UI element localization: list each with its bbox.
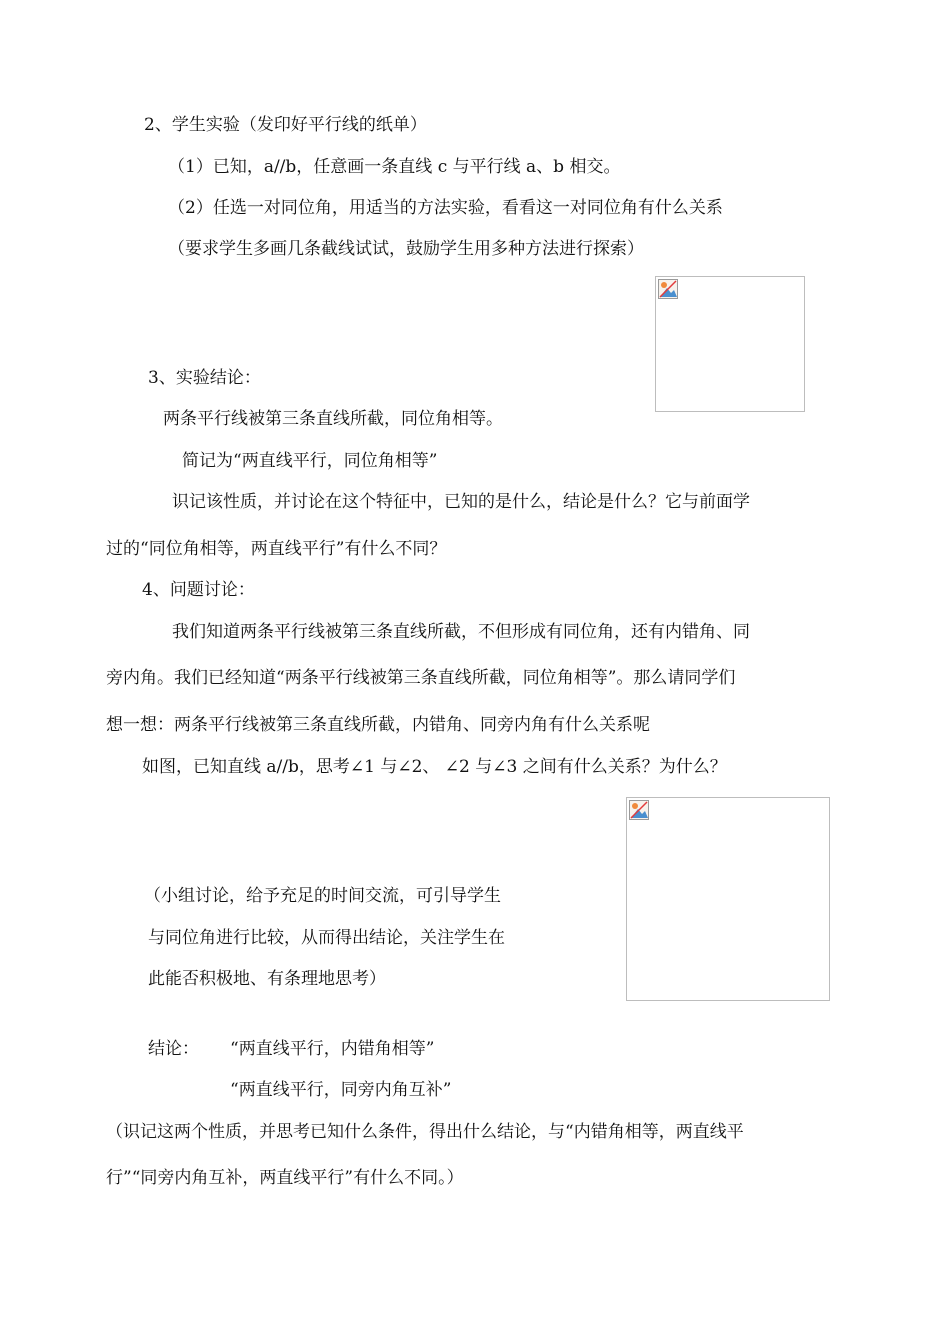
memo-line2: 行”“同旁内角互补，两直线平行”有什么不同。） (106, 1168, 464, 1188)
section2-step1: （1）已知，a//b，任意画一条直线 c 与平行线 a、b 相交。 (168, 157, 621, 177)
section3-discussion-line2: 过的“同位角相等，两直线平行”有什么不同？ (106, 539, 447, 559)
figure-2 (626, 797, 830, 1001)
section2-note: （要求学生多画几条截线试试，鼓励学生用多种方法进行探索） (168, 239, 644, 259)
section3-discussion-line1: 识记该性质，并讨论在这个特征中，已知的是什么，结论是什么？它与前面学 (172, 492, 750, 512)
section4-para-line3: 想一想：两条平行线被第三条直线所截，内错角、同旁内角有什么关系呢 (106, 715, 650, 735)
section4-question: 如图，已知直线 a//b，思考∠1 与∠2、 ∠2 与∠3 之间有什么关系？为什么？ (142, 757, 727, 777)
section3-conclusion: 两条平行线被第三条直线所截，同位角相等。 (163, 409, 503, 429)
broken-image-icon (658, 279, 678, 299)
broken-image-icon (629, 800, 649, 820)
conclusion-label: 结论： (148, 1039, 199, 1059)
section4-para-line1: 我们知道两条平行线被第三条直线所截，不但形成有同位角，还有内错角、同 (172, 622, 750, 642)
group-discussion-line1: （小组讨论，给予充足的时间交流，可引导学生 (144, 886, 501, 906)
group-discussion-line3: 此能否积极地、有条理地思考） (148, 969, 386, 989)
section3-heading: 3、实验结论： (148, 368, 261, 388)
section4-heading: 4、问题讨论： (142, 580, 255, 600)
section2-step2: （2）任选一对同位角，用适当的方法实验，看看这一对同位角有什么关系 (168, 198, 723, 218)
section4-para-line2: 旁内角。我们已经知道“两条平行线被第三条直线所截，同位角相等”。那么请同学们 (106, 668, 736, 688)
memo-line1: （识记这两个性质，并思考已知什么条件，得出什么结论，与“内错角相等，两直线平 (106, 1122, 744, 1142)
conclusion-co-interior-angles: “两直线平行，同旁内角互补” (230, 1080, 452, 1100)
section2-heading: 2、学生实验（发印好平行线的纸单） (144, 115, 427, 135)
group-discussion-line2: 与同位角进行比较，从而得出结论，关注学生在 (148, 928, 505, 948)
conclusion-alternate-angles: “两直线平行，内错角相等” (230, 1039, 435, 1059)
section3-short: 简记为“两直线平行，同位角相等” (182, 451, 438, 471)
figure-1 (655, 276, 805, 412)
